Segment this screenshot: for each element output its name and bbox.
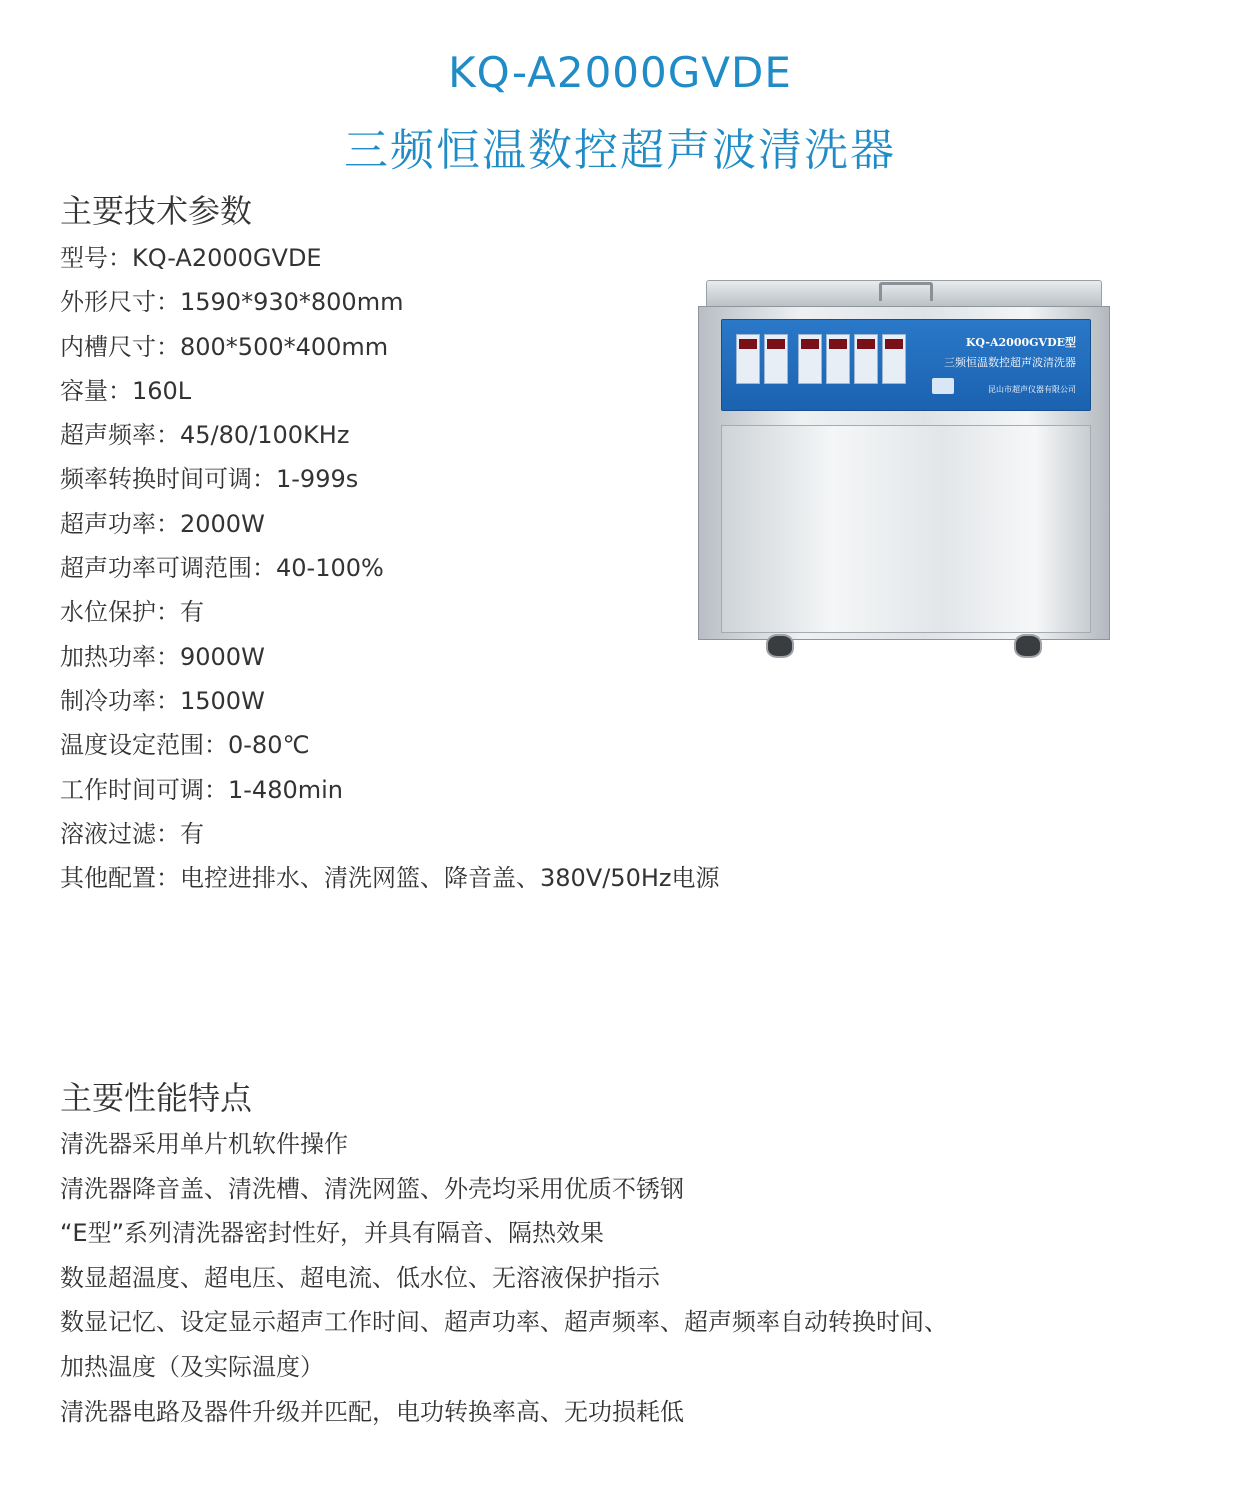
features-heading: 主要性能特点 xyxy=(60,1079,253,1117)
product-cabinet xyxy=(698,306,1110,640)
feature-item: 清洗器降音盖、清洗槽、清洗网篮、外壳均采用优质不锈钢 xyxy=(60,1174,684,1203)
spec-item: 超声功率可调范围：40-100% xyxy=(60,554,384,583)
panel-display xyxy=(882,334,906,384)
spec-item: 超声频率：45/80/100KHz xyxy=(60,421,350,450)
spec-item: 容量：160L xyxy=(60,376,192,405)
spec-item: 加热功率：9000W xyxy=(60,642,265,671)
feature-item: 数显记忆、设定显示超声工作时间、超声功率、超声频率、超声频率自动转换时间、 xyxy=(60,1308,948,1337)
product-front-door xyxy=(721,425,1091,633)
panel-display xyxy=(826,334,850,384)
specs-list xyxy=(60,236,720,900)
product-name-title: 三频恒温数控超声波清洗器 xyxy=(344,125,896,176)
spec-item: 内槽尺寸：800*500*400mm xyxy=(60,332,389,361)
product-control-panel xyxy=(721,319,1091,411)
wheel-icon xyxy=(1014,634,1042,658)
panel-logo-icon xyxy=(932,378,954,394)
spec-item: 超声功率：2000W xyxy=(60,509,265,538)
spec-item: 制冷功率：1500W xyxy=(60,686,265,715)
panel-display xyxy=(736,334,760,384)
panel-model-label: KQ-A2000GVDE型 xyxy=(965,336,1076,349)
spec-item: 温度设定范围：0-80℃ xyxy=(60,731,310,760)
feature-item: “E型”系列清洗器密封性好，并具有隔音、隔热效果 xyxy=(60,1219,605,1248)
feature-item: 数显超温度、超电压、超电流、低水位、无溶液保护指示 xyxy=(60,1263,660,1292)
feature-item: 清洗器采用单片机软件操作 xyxy=(60,1130,348,1158)
spec-item: 工作时间可调：1-480min xyxy=(60,775,343,804)
feature-item: 清洗器电路及器件升级并匹配，电功转换率高、无功损耗低 xyxy=(60,1397,684,1426)
panel-display xyxy=(854,334,878,384)
spec-item: 水位保护：有 xyxy=(60,598,204,627)
spec-item: 型号：KQ-A2000GVDE xyxy=(60,244,322,272)
panel-name-label: 三频恒温数控超声波清洗器 xyxy=(944,356,1076,369)
panel-display xyxy=(798,334,822,384)
specs-heading: 主要技术参数 xyxy=(60,192,253,230)
spec-item: 其他配置：电控进排水、清洗网篮、降音盖、380V/50Hz电源 xyxy=(60,864,720,893)
features-list xyxy=(60,1122,948,1434)
panel-company-label: 昆山市超声仪器有限公司 xyxy=(988,385,1076,394)
feature-item: 加热温度（及实际温度） xyxy=(60,1352,324,1381)
panel-display xyxy=(764,334,788,384)
product-image xyxy=(696,276,1110,660)
wheel-icon xyxy=(766,634,794,658)
spec-item: 频率转换时间可调：1-999s xyxy=(60,465,359,494)
spec-item: 溶液过滤：有 xyxy=(60,819,204,848)
product-lid-handle xyxy=(879,282,933,301)
product-model-title: KQ-A2000GVDE xyxy=(448,48,792,97)
spec-item: 外形尺寸：1590*930*800mm xyxy=(60,288,404,317)
